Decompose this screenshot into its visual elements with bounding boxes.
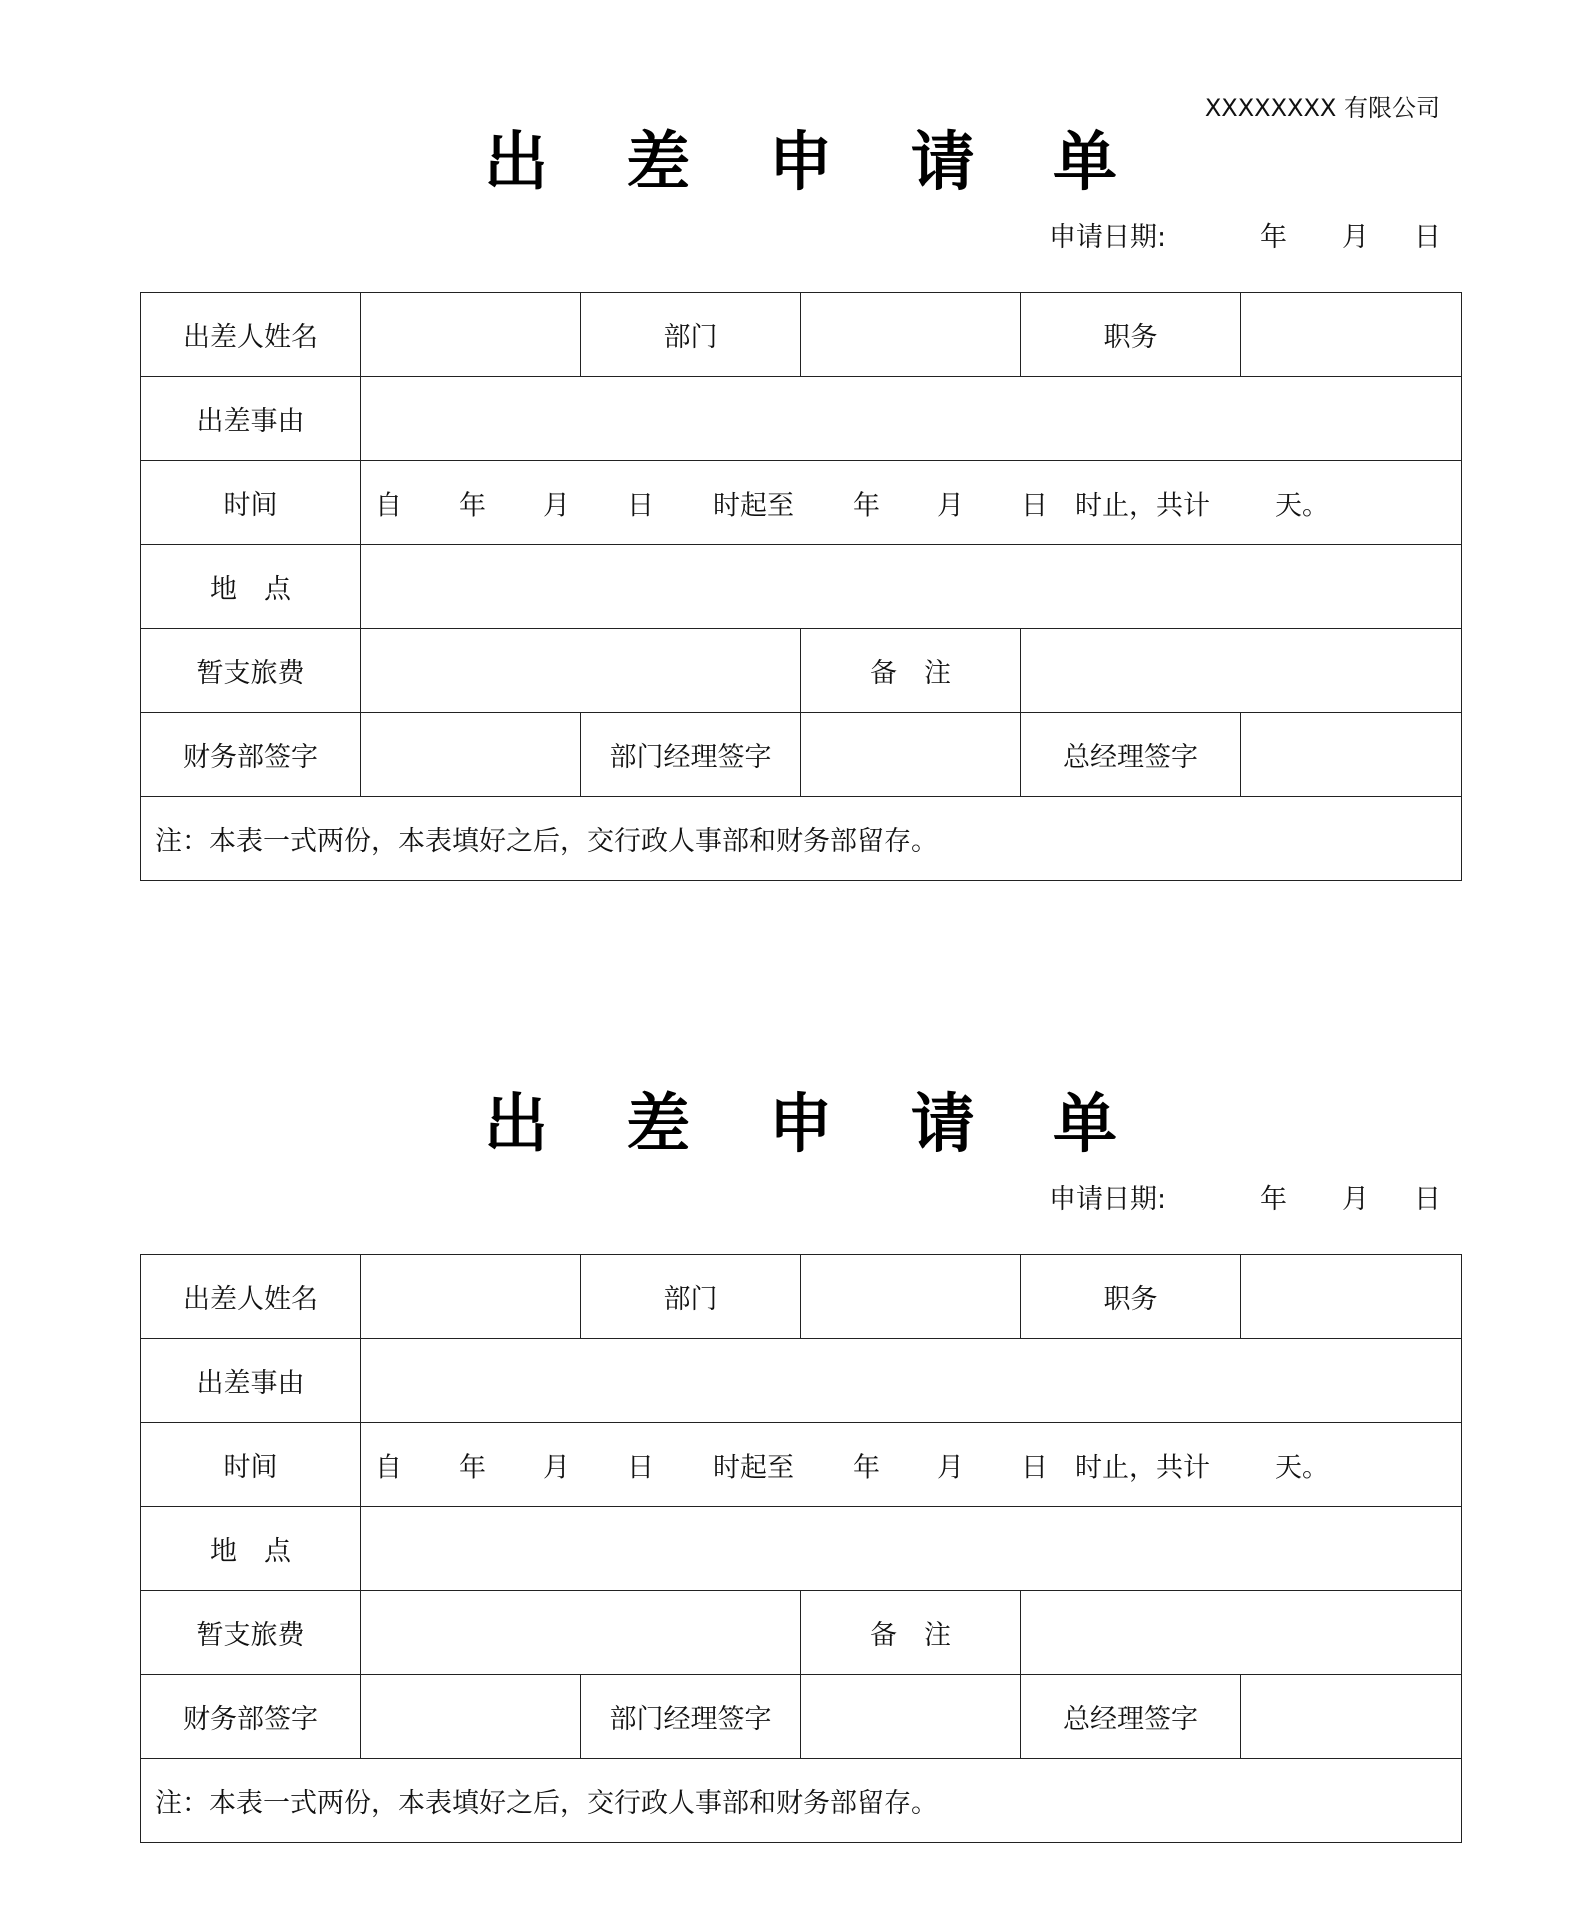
table-row xyxy=(141,1339,1462,1423)
application-date xyxy=(140,1170,1461,1230)
form-note: 注：本表一式两份，本表填好之后，交行政人事部和财务部留存。 xyxy=(141,1759,1462,1843)
advance-field[interactable] xyxy=(361,629,801,713)
advance-label: 暂支旅费 xyxy=(141,629,361,713)
time-part: 日 xyxy=(1021,1452,1048,1483)
form-table xyxy=(140,292,1462,881)
remarks-label: 备 注 xyxy=(801,629,1021,713)
table-row xyxy=(141,293,1462,377)
reason-field[interactable] xyxy=(361,1339,1462,1423)
reason-field[interactable] xyxy=(361,377,1462,461)
date-year-label[interactable]: 年 xyxy=(1260,222,1287,253)
time-part: 年 xyxy=(853,1452,880,1483)
form-title: 出 差 申 请 单 xyxy=(483,126,1146,200)
dept-manager-sign-field[interactable] xyxy=(801,1675,1021,1759)
time-part: 月 xyxy=(543,490,570,521)
reason-label: 出差事由 xyxy=(141,1339,361,1423)
form-table xyxy=(140,1254,1462,1843)
time-part: 月 xyxy=(937,490,964,521)
time-part: 月 xyxy=(543,1452,570,1483)
position-label: 职务 xyxy=(1021,293,1241,377)
gm-sign-field[interactable] xyxy=(1241,1675,1462,1759)
position-field[interactable] xyxy=(1241,1255,1462,1339)
time-part: 时止，共计 xyxy=(1075,1452,1210,1483)
date-label: 申请日期: xyxy=(1049,222,1167,253)
date-day-label[interactable]: 日 xyxy=(1414,1184,1441,1215)
table-row xyxy=(141,1675,1462,1759)
form-title: 出 差 申 请 单 xyxy=(483,1088,1146,1162)
travel-request-form-1 xyxy=(140,118,1461,881)
time-part: 年 xyxy=(459,1452,486,1483)
time-part: 年 xyxy=(459,490,486,521)
table-row xyxy=(141,797,1462,881)
dept-manager-sign-label: 部门经理签字 xyxy=(581,713,801,797)
time-part: 天。 xyxy=(1275,1452,1329,1483)
position-field[interactable] xyxy=(1241,293,1462,377)
date-year-label[interactable]: 年 xyxy=(1260,1184,1287,1215)
time-part: 自 xyxy=(375,1452,402,1483)
time-label: 时间 xyxy=(141,461,361,545)
date-month-label[interactable]: 月 xyxy=(1342,222,1369,253)
name-label: 出差人姓名 xyxy=(141,1255,361,1339)
application-date xyxy=(140,208,1461,268)
time-part: 月 xyxy=(937,1452,964,1483)
name-label: 出差人姓名 xyxy=(141,293,361,377)
name-field[interactable] xyxy=(361,293,581,377)
table-row xyxy=(141,1591,1462,1675)
finance-sign-field[interactable] xyxy=(361,713,581,797)
department-label: 部门 xyxy=(581,1255,801,1339)
dept-manager-sign-label: 部门经理签字 xyxy=(581,1675,801,1759)
dept-manager-sign-field[interactable] xyxy=(801,713,1021,797)
time-part: 日 xyxy=(627,490,654,521)
time-part: 天。 xyxy=(1275,490,1329,521)
finance-sign-field[interactable] xyxy=(361,1675,581,1759)
place-field[interactable] xyxy=(361,545,1462,629)
place-label: 地 点 xyxy=(141,1507,361,1591)
date-day-label[interactable]: 日 xyxy=(1414,222,1441,253)
table-row xyxy=(141,545,1462,629)
remarks-field[interactable] xyxy=(1021,1591,1462,1675)
advance-field[interactable] xyxy=(361,1591,801,1675)
department-field[interactable] xyxy=(801,293,1021,377)
gm-sign-field[interactable] xyxy=(1241,713,1462,797)
time-part: 年 xyxy=(853,490,880,521)
table-row xyxy=(141,1507,1462,1591)
time-part: 时止，共计 xyxy=(1075,490,1210,521)
table-row xyxy=(141,461,1462,545)
table-row xyxy=(141,1255,1462,1339)
finance-sign-label: 财务部签字 xyxy=(141,713,361,797)
department-field[interactable] xyxy=(801,1255,1021,1339)
finance-sign-label: 财务部签字 xyxy=(141,1675,361,1759)
time-part: 时起至 xyxy=(713,490,794,521)
date-label: 申请日期: xyxy=(1049,1184,1167,1215)
gm-sign-label: 总经理签字 xyxy=(1021,1675,1241,1759)
reason-label: 出差事由 xyxy=(141,377,361,461)
time-field[interactable] xyxy=(361,1423,1462,1507)
table-row xyxy=(141,377,1462,461)
date-month-label[interactable]: 月 xyxy=(1342,1184,1369,1215)
time-part: 日 xyxy=(1021,490,1048,521)
time-part: 日 xyxy=(627,1452,654,1483)
place-field[interactable] xyxy=(361,1507,1462,1591)
department-label: 部门 xyxy=(581,293,801,377)
table-row xyxy=(141,713,1462,797)
time-field[interactable] xyxy=(361,461,1462,545)
table-row xyxy=(141,1423,1462,1507)
gm-sign-label: 总经理签字 xyxy=(1021,713,1241,797)
time-part: 时起至 xyxy=(713,1452,794,1483)
form-note: 注：本表一式两份，本表填好之后，交行政人事部和财务部留存。 xyxy=(141,797,1462,881)
time-part: 自 xyxy=(375,490,402,521)
company-name: XXXXXXXX 有限公司 xyxy=(1204,94,1440,122)
name-field[interactable] xyxy=(361,1255,581,1339)
time-label: 时间 xyxy=(141,1423,361,1507)
position-label: 职务 xyxy=(1021,1255,1241,1339)
place-label: 地 点 xyxy=(141,545,361,629)
table-row xyxy=(141,629,1462,713)
remarks-label: 备 注 xyxy=(801,1591,1021,1675)
table-row xyxy=(141,1759,1462,1843)
remarks-field[interactable] xyxy=(1021,629,1462,713)
travel-request-form-2 xyxy=(140,1080,1461,1843)
advance-label: 暂支旅费 xyxy=(141,1591,361,1675)
